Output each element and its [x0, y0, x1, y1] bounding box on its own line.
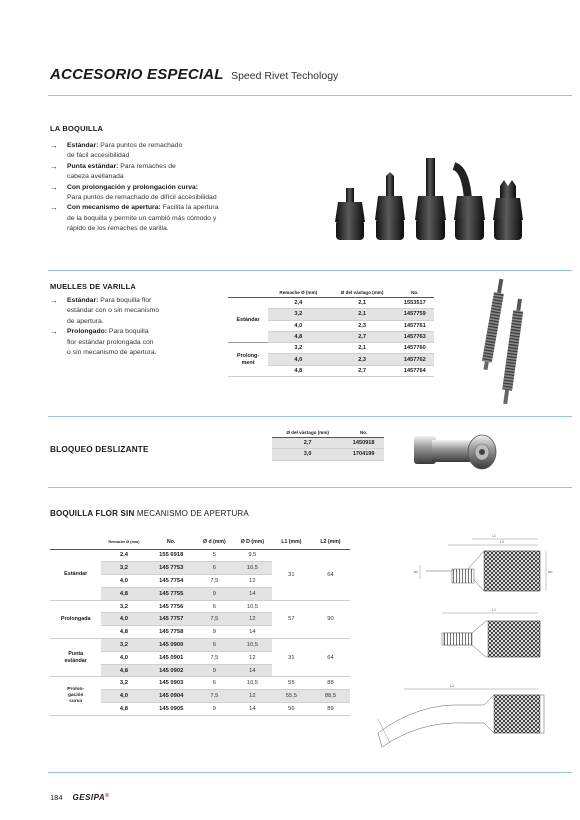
row-group-label: Estándar [228, 298, 268, 343]
arrow-right-icon: → [50, 327, 58, 337]
table-row: 4,0 145 7754 7,5 12 [50, 575, 350, 588]
table-row: Prolon- gación curva 3,2 145 0903 6 10,5 55 88 [50, 677, 350, 690]
table-row: Estándar 2,4 155 6918 5 9,5 31 64 [50, 549, 350, 562]
table-row: 4,8 145 0902 9 14 [50, 664, 350, 677]
row-group-label: Punta estándar [50, 639, 101, 677]
nozzle-icon [415, 158, 446, 240]
drawing-prolongada [442, 613, 540, 657]
divider [48, 95, 572, 96]
dimension-label: L2 [500, 540, 504, 544]
list-item: → Prolongado: Para boquilla flor estándar prolongada con o sin mecanismo de apertura. [50, 327, 157, 357]
column-header: L1 (mm) [272, 535, 311, 549]
spring-icon [481, 278, 507, 370]
section-title-muelles: MUELLES DE VARILLA [50, 282, 136, 291]
row-group-label: Prolongada [50, 600, 101, 638]
table-row: 4,8 145 7758 9 14 [50, 626, 350, 639]
dimension-label: L2 [450, 684, 454, 688]
nozzles-photo [332, 152, 532, 252]
flor-table [50, 535, 350, 716]
table-row: 3,0 1704199 [272, 449, 384, 460]
spring-icon [500, 298, 525, 404]
arrow-right-icon: → [50, 203, 58, 213]
arrow-right-icon: → [50, 296, 58, 305]
table-row: 2,7 1450918 [272, 438, 384, 449]
table-row: Prolong- ment 3,2 2,1 1457760 [228, 343, 434, 354]
table-row: Estándar 2,4 2,1 1553517 [228, 298, 434, 309]
springs-photo [470, 278, 530, 412]
table-row: 4,0 145 0901 7,5 12 [50, 651, 350, 664]
page-title: ACCESORIO ESPECIAL [50, 66, 224, 83]
table-row: 4,8 145 7755 9 14 [50, 587, 350, 600]
column-header: No. [147, 535, 196, 549]
dimension-label: Ød [414, 570, 419, 574]
divider [48, 270, 572, 271]
list-item: → Punta estándar: Para remaches de cabeza avellanada [50, 161, 176, 181]
slide-lock-photo [410, 428, 500, 474]
drawing-standard [420, 539, 546, 591]
table-row: Prolongada 3,2 145 7756 6 10,5 57 90 [50, 600, 350, 613]
table-row: 4,0 145 7757 7,5 12 [50, 613, 350, 626]
dimension-label: ØD [548, 570, 553, 574]
technical-drawings [368, 533, 568, 763]
column-header: Remache Ø (mm) [268, 288, 328, 298]
drawing-curva [378, 689, 544, 747]
page-number: 184 [50, 793, 63, 802]
table-row: 3,2 145 7753 6 10,5 [50, 562, 350, 575]
column-header: No. [396, 288, 434, 298]
arrow-right-icon: → [50, 161, 58, 171]
divider [48, 416, 572, 417]
table-row: 3,2 2,1 1457759 [228, 309, 434, 320]
table-row: 4,8 145 0905 9 14 56 89 [50, 703, 350, 716]
table-row: 4,8 2,7 1457763 [228, 331, 434, 342]
page-subtitle: Speed Rivet Techology [231, 70, 339, 82]
list-item: → Estándar: Para puntos de remachado de fácil accesibilidad [50, 141, 183, 160]
column-header: L2 (mm) [311, 535, 350, 549]
gesipa-logo: GESIPA® [72, 793, 110, 802]
table-row: Punta estándar 3,2 145 0900 6 10,5 31 64 [50, 639, 350, 652]
dimension-label: L1 [492, 608, 496, 612]
nozzle-icon [335, 188, 365, 240]
bloqueo-table [272, 428, 384, 461]
table-row: 4,0 2,3 1457761 [228, 320, 434, 331]
column-header: Ø del vástago (mm) [272, 428, 343, 438]
column-header: Remache Ø (mm) [101, 535, 146, 549]
page-footer [50, 793, 109, 802]
section-title-flor: BOQUILLA FLOR SIN MECANISMO DE APERTURA [50, 509, 249, 518]
column-header: Ø D (mm) [233, 535, 272, 549]
divider [48, 487, 572, 488]
nozzle-icon [493, 180, 523, 240]
page-header [50, 66, 338, 84]
column-header: Ø del vástago (mm) [329, 288, 396, 298]
dimension-label: L1 [492, 534, 496, 538]
table-row: 4,0 2,3 1457762 [228, 354, 434, 365]
muelles-list [50, 296, 200, 358]
list-item: → Con prolongación y prolongación curva: Para puntos de remachado de difícil accesibilidad [50, 182, 217, 202]
boquilla-list [50, 141, 260, 235]
arrow-right-icon: → [50, 141, 58, 150]
list-item: → Con mecanismo de apertura: Facilita la apertura de la boquilla y permite un cambió más cómodo y rápido de los remaches de varilla. [50, 203, 219, 233]
column-header: No. [343, 428, 384, 438]
section-title-bloqueo: BLOQUEO DESLIZANTE [50, 445, 149, 454]
muelles-table [228, 288, 434, 377]
row-group-label: Prolon- gación curva [50, 677, 101, 715]
row-group-label: Prolong- ment [228, 343, 268, 377]
nozzle-icon [375, 172, 405, 240]
column-header: Ø d (mm) [196, 535, 233, 549]
nozzle-icon [454, 166, 485, 240]
table-row: 4,8 2,7 1457764 [228, 365, 434, 376]
divider [48, 772, 572, 773]
list-item: → Estándar: Para boquilla flor estándar con o sin mecanismo de apertura. [50, 296, 160, 325]
section-title-boquilla: LA BOQUILLA [50, 124, 104, 133]
table-row: 4,0 145 0904 7,5 12 55,5 88,5 [50, 690, 350, 703]
arrow-right-icon: → [50, 182, 58, 192]
row-group-label: Estándar [50, 549, 101, 600]
